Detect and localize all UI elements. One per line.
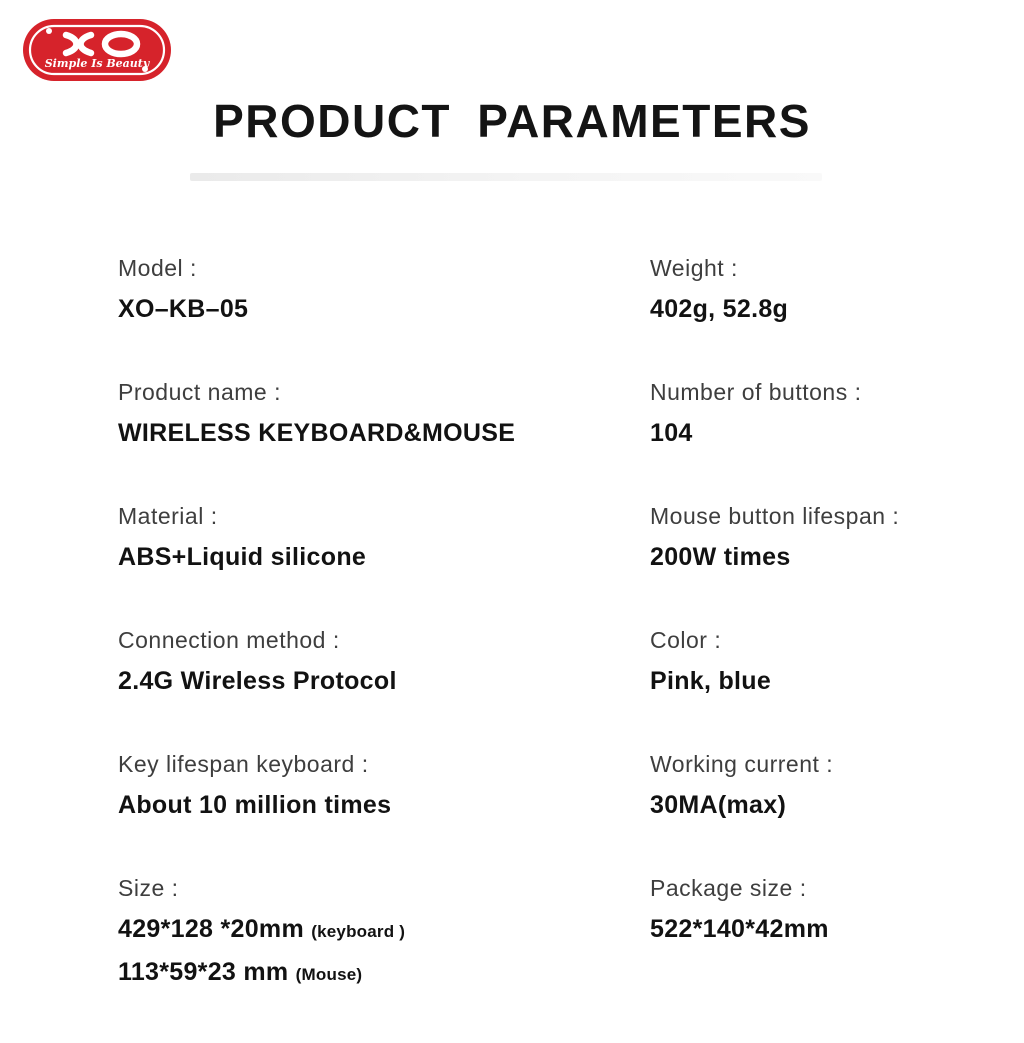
spec-label-connection-method: Connection method : xyxy=(118,627,340,653)
spec-label-weight: Weight : xyxy=(650,255,738,281)
spec-label-model: Model : xyxy=(118,255,197,281)
page-title: PRODUCT PARAMETERS xyxy=(213,95,811,147)
size-keyboard-dimensions: 429*128 *20mm xyxy=(118,915,304,943)
spec-label-color: Color : xyxy=(650,627,722,653)
spec-row-size xyxy=(118,873,623,990)
spec-value-product-name: WIRELESS KEYBOARD&MOUSE xyxy=(118,419,516,447)
spec-row-package-size xyxy=(650,873,1020,944)
spec-label-package-size: Package size : xyxy=(650,875,807,901)
spec-label-key-lifespan: Key lifespan keyboard : xyxy=(118,751,369,777)
spec-column-left xyxy=(118,253,623,1043)
size-keyboard-note: (keyboard ) xyxy=(311,922,406,941)
spec-label-working-current: Working current : xyxy=(650,751,834,777)
spec-label-material: Material : xyxy=(118,503,218,529)
spec-row-product-name xyxy=(118,377,623,448)
spec-row-mouse-button-lifespan xyxy=(650,501,1020,572)
spec-column-right xyxy=(650,253,1020,997)
spec-row-material xyxy=(118,501,623,572)
spec-value-weight: 402g, 52.8g xyxy=(650,295,789,323)
spec-label-size: Size : xyxy=(118,875,179,901)
spec-label-mouse-button-lifespan: Mouse button lifespan : xyxy=(650,503,900,529)
spec-value-connection-method: 2.4G Wireless Protocol xyxy=(118,667,397,695)
spec-label-number-of-buttons: Number of buttons : xyxy=(650,379,862,405)
spec-value-color: Pink, blue xyxy=(650,667,772,695)
xo-logo xyxy=(22,18,172,82)
spec-row-connection-method xyxy=(118,625,623,696)
spec-value-number-of-buttons: 104 xyxy=(650,419,693,447)
spec-value-key-lifespan: About 10 million times xyxy=(118,791,392,819)
spec-value-mouse-button-lifespan: 200W times xyxy=(650,543,791,571)
spec-row-color xyxy=(650,625,1020,696)
brand-tagline: Simple Is Beauty xyxy=(44,57,150,70)
spec-value-package-size: 522*140*42mm xyxy=(650,915,829,943)
spec-label-product-name: Product name : xyxy=(118,379,281,405)
spec-value-model: XO–KB–05 xyxy=(118,295,249,323)
size-mouse-dimensions: 113*59*23 mm xyxy=(118,958,289,986)
spec-row-model xyxy=(118,253,623,324)
title-divider xyxy=(190,173,822,181)
xo-logo-graphic xyxy=(22,18,172,82)
spec-row-working-current xyxy=(650,749,1020,820)
spec-value-working-current: 30MA(max) xyxy=(650,791,787,819)
size-mouse-note: (Mouse) xyxy=(295,965,363,984)
logo-dot-top-left xyxy=(46,28,52,34)
spec-value-size-keyboard xyxy=(118,914,623,947)
spec-row-key-lifespan xyxy=(118,749,623,820)
spec-value-size-mouse xyxy=(118,957,623,990)
spec-row-number-of-buttons xyxy=(650,377,1020,448)
spec-value-material: ABS+Liquid silicone xyxy=(118,543,367,571)
spec-row-weight xyxy=(650,253,1020,324)
